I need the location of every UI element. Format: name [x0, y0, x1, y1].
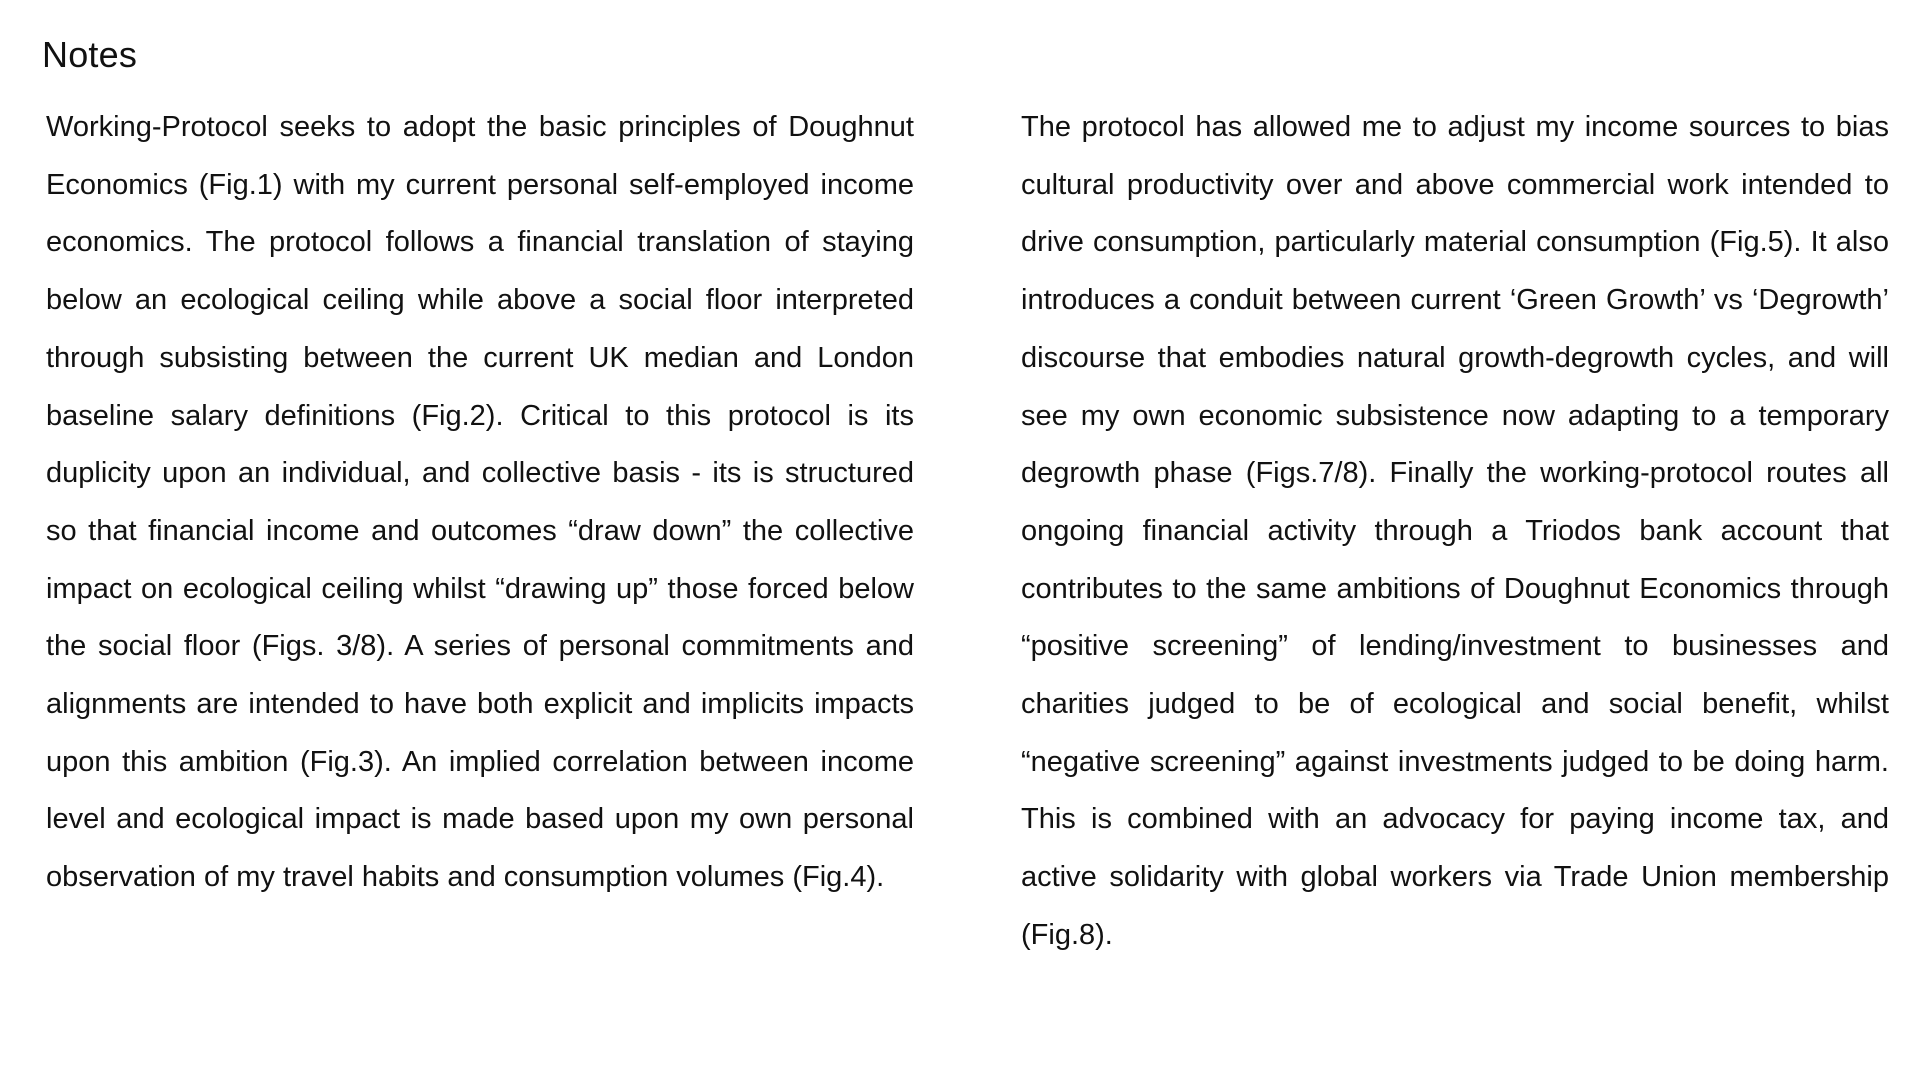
notes-column-left: Working-Protocol seeks to adopt the basic principles of Doughnut Economics (Fig.1) with my current personal self-employed income economics. The protocol follows a financial translation of staying below an ecological ceiling while above a social floor interpreted through subsisting between the current UK median and London baseline salary definitions (Fig.2). Critical to this protocol is its duplicity upon an individual, and collective basis - its is structured so that financial income and outcomes “draw down” the collective impact on ecological ceiling whilst “drawing up” those forced below the social floor (Figs. 3/8). A series of personal commitments and alignments are intended to have both explicit and implicits impacts upon this ambition (Fig.3). An implied correlation between income level and ecological impact is made based upon my own personal observation of my travel habits and consumption volumes (Fig.4).: [46, 111, 914, 894]
page-title: Notes: [42, 34, 138, 75]
notes-column-right: The protocol has allowed me to adjust my income sources to bias cultural productivity over and above commercial work intended to drive consumption, particularly material consumption (Fig.5). It also introduces a conduit between current ‘Green Growth’ vs ‘Degrowth’ discourse that embodies natural growth-degrowth cycles, and will see my own economic subsistence now adapting to a temporary degrowth phase (Figs.7/8). Finally the working-protocol routes all ongoing financial activity through a Triodos bank account that contributes to the same ambitions of Doughnut Economics through “positive screening” of lending/investment to businesses and charities judged to be of ecological and social benefit, whilst “negative screening” against investments judged to be doing harm. This is combined with an advocacy for paying income tax, and active solidarity with global workers via Trade Union membership (Fig.8).: [1021, 111, 1889, 951]
